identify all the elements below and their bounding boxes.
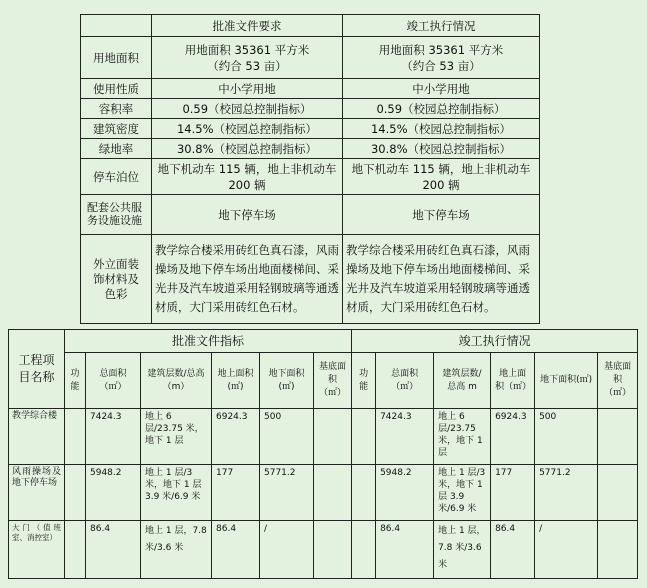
data-cell: 500 — [260, 409, 314, 465]
data-cell — [65, 521, 86, 579]
approval-cell: 地下停车场 — [152, 195, 343, 235]
head-completion: 竣工执行情况 — [343, 15, 540, 37]
project-name: 大门（值班室、消控室） — [9, 521, 65, 579]
data-cell: 177 — [212, 465, 260, 521]
data-cell: 5771.2 — [535, 465, 598, 521]
data-cell — [314, 465, 352, 521]
data-cell: 177 — [491, 465, 535, 521]
head-approval: 批准文件要求 — [152, 15, 343, 37]
approval-cell: 教学综合楼采用砖红色真石漆，风雨操场及地下停车场出地面楼梯间、采光井及汽车坡道采用轻钢玻璃等通透材质，大门采用砖红色石材。 — [152, 235, 343, 324]
table-row — [9, 409, 638, 465]
col-header: 地上面积（㎡） — [491, 353, 535, 409]
table-row — [9, 465, 638, 521]
data-cell — [65, 409, 86, 465]
col-header: 总面积（㎡） — [376, 353, 434, 409]
completion-cell: 地下停车场 — [343, 195, 540, 235]
data-cell — [65, 465, 86, 521]
data-cell — [598, 465, 638, 521]
approval-cell: 用地面积 35361 平方米（约合 53 亩） — [152, 37, 343, 79]
data-cell: 6924.3 — [491, 409, 535, 465]
group-approval-header: 批准文件指标 — [65, 330, 352, 353]
row-label: 用地面积 — [81, 37, 152, 79]
col-header: 建筑层数/总高（m） — [141, 353, 212, 409]
approval-cell: 0.59（校园总控制指标） — [152, 99, 343, 119]
completion-cell: 地下机动车 115 辆，地上非机动车 200 辆 — [343, 159, 540, 195]
data-cell: 500 — [535, 409, 598, 465]
data-cell: / — [260, 521, 314, 579]
col-header: 基底面积（㎡） — [314, 353, 352, 409]
approval-cell: 中小学用地 — [152, 79, 343, 99]
completion-cell: 14.5%（校园总控制指标） — [343, 119, 540, 139]
col-header: 功能 — [65, 353, 86, 409]
data-cell: 86.4 — [491, 521, 535, 579]
data-cell: 86.4 — [376, 521, 434, 579]
data-cell: 86.4 — [86, 521, 141, 579]
project-name: 风雨操场及地下停车场 — [9, 465, 65, 521]
approval-cell: 30.8%（校园总控制指标） — [152, 139, 343, 159]
data-cell: 地上 1 层/3 米，地下 1 层 3.9 米/6.9 米 — [434, 465, 491, 521]
col-header: 总面积（㎡） — [86, 353, 141, 409]
col-header: 地下面积(㎡) — [535, 353, 598, 409]
project-name-header: 工程项目名称 — [9, 330, 65, 409]
row-label: 配套公共服务设施设施 — [81, 195, 152, 235]
data-cell: 地上 1 层，7.8 米/3.6 米 — [434, 521, 491, 579]
row-label: 使用性质 — [81, 79, 152, 99]
completion-cell: 30.8%（校园总控制指标） — [343, 139, 540, 159]
data-cell: 地上 1 层，7.8 米/3.6 米 — [141, 521, 212, 579]
data-cell: 5948.2 — [86, 465, 141, 521]
data-cell: 地上 6 层/23.75 米，地下 1 层 — [434, 409, 491, 465]
data-cell — [314, 521, 352, 579]
col-header: 地上面积(㎡) — [212, 353, 260, 409]
col-header: 建筑层数/总高 m — [434, 353, 491, 409]
col-header: 功能 — [352, 353, 376, 409]
approval-summary-table — [80, 14, 540, 324]
approval-cell: 14.5%（校园总控制指标） — [152, 119, 343, 139]
completion-cell: 0.59（校园总控制指标） — [343, 99, 540, 119]
data-cell — [352, 521, 376, 579]
data-cell — [598, 409, 638, 465]
col-header: 地下面积(㎡) — [260, 353, 314, 409]
corner-cell — [81, 15, 152, 37]
data-cell — [314, 409, 352, 465]
completion-cell: 中小学用地 — [343, 79, 540, 99]
row-label: 停车泊位 — [81, 159, 152, 195]
col-header: 基底面积（㎡） — [598, 353, 638, 409]
group-completion-header: 竣工执行情况 — [352, 330, 638, 353]
row-label: 建筑密度 — [81, 119, 152, 139]
data-cell — [352, 465, 376, 521]
approval-cell: 地下机动车 115 辆，地上非机动车 200 辆 — [152, 159, 343, 195]
data-cell: / — [535, 521, 598, 579]
data-cell: 5771.2 — [260, 465, 314, 521]
data-cell: 5948.2 — [376, 465, 434, 521]
data-cell: 7424.3 — [86, 409, 141, 465]
data-cell — [352, 409, 376, 465]
row-label: 容积率 — [81, 99, 152, 119]
completion-cell: 教学综合楼采用砖红色真石漆，风雨操场及地下停车场出地面楼梯间、采光井及汽车坡道采用轻钢玻璃等通透材质，大门采用砖红色石材。 — [343, 235, 540, 324]
data-cell — [598, 521, 638, 579]
row-label: 外立面装饰材料及色彩 — [81, 235, 152, 324]
data-cell: 6924.3 — [212, 409, 260, 465]
data-cell: 86.4 — [212, 521, 260, 579]
data-cell: 地上 1 层/3 米，地下 1 层 3.9 米/6.9 米 — [141, 465, 212, 521]
project-name: 教学综合楼 — [9, 409, 65, 465]
building-indicators-table — [8, 329, 638, 579]
table-row — [9, 521, 638, 579]
data-cell: 7424.3 — [376, 409, 434, 465]
row-label: 绿地率 — [81, 139, 152, 159]
data-cell: 地上 6 层/23.75 米，地下 1 层 — [141, 409, 212, 465]
completion-cell: 用地面积 35361 平方米（约合 53 亩） — [343, 37, 540, 79]
